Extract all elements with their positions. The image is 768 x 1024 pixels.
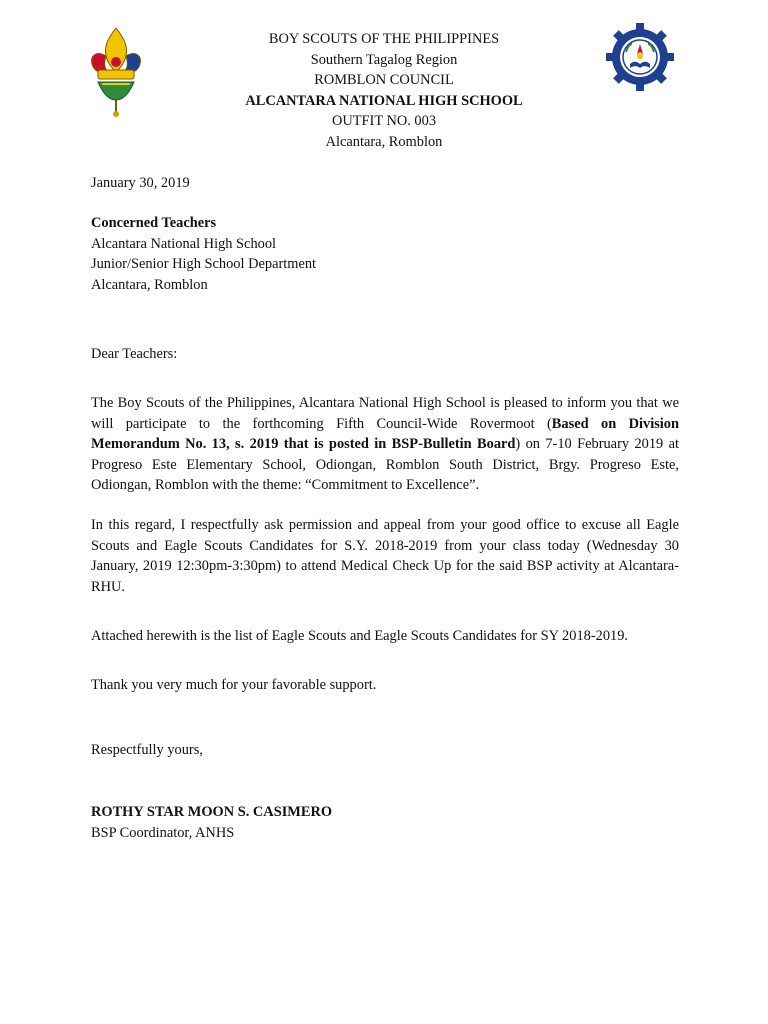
- recipient-school: Alcantara National High School: [91, 235, 277, 252]
- p1-memo-reference: Based on Division Memorandum No. 13, s. 2019 that is posted in BSP-Bulletin Board: [91, 415, 679, 453]
- org-name: BOY SCOUTS OF THE PHILIPPINES: [268, 31, 500, 47]
- recipient-department: Junior/Senior High School Department: [91, 256, 317, 273]
- signatory-name: ROTHY STAR MOON S. CASIMERO: [91, 804, 333, 820]
- body-paragraph-4: Thank you very much for your favorable support.: [91, 677, 377, 693]
- body-paragraph-1: [91, 393, 679, 496]
- signature-block: [91, 802, 679, 843]
- body-paragraph-2: In this regard, I respectfully ask permission and appeal from your good office to excuse all Eagle Scouts and Eagle Scouts Candidates for S.Y. 2018-2019 from your class today (Wednesday 30 January, 2019 12:30pm-3:30pm) to attend Medical Check Up for the said BSP activity at Alcantara-RHU.: [91, 517, 679, 595]
- salutation: Dear Teachers:: [91, 346, 178, 362]
- signatory-title: BSP Coordinator, ANHS: [91, 824, 235, 841]
- school-name: ALCANTARA NATIONAL HIGH SCHOOL: [245, 92, 523, 109]
- outfit-number: OUTFIT NO. 003: [331, 113, 437, 130]
- bsp-fleur-de-lis-icon: [88, 26, 144, 118]
- letter-date: January 30, 2019: [91, 175, 190, 191]
- recipient-block: [91, 213, 679, 295]
- region-name: Southern Tagalog Region: [310, 51, 458, 68]
- closing: Respectfully yours,: [91, 742, 203, 758]
- p1-text-start: The Boy Scouts of the Philippines, Alcantara National High School is pleased to inform you that we will participate to the forthcoming Fifth Council-Wide Rovermoot (: [91, 395, 679, 432]
- recipient-address: Alcantara, Romblon: [91, 276, 208, 293]
- letterhead: [150, 29, 618, 153]
- recipient-name: Concerned Teachers: [91, 215, 217, 231]
- council-name: ROMBLON COUNCIL: [314, 72, 454, 89]
- header-location: Alcantara, Romblon: [325, 133, 443, 150]
- body-paragraph-3: Attached herewith is the list of Eagle Scouts and Eagle Scouts Candidates for SY 2018-2019.: [91, 628, 629, 644]
- p1-text-end: ) on 7-10 February 2019 at Progreso Este Elementary School, Odiongan, Romblon South District, Brgy. Progreso Este, Odiongan, Romblon with the theme: “Commitment to Excellence”.: [91, 436, 679, 494]
